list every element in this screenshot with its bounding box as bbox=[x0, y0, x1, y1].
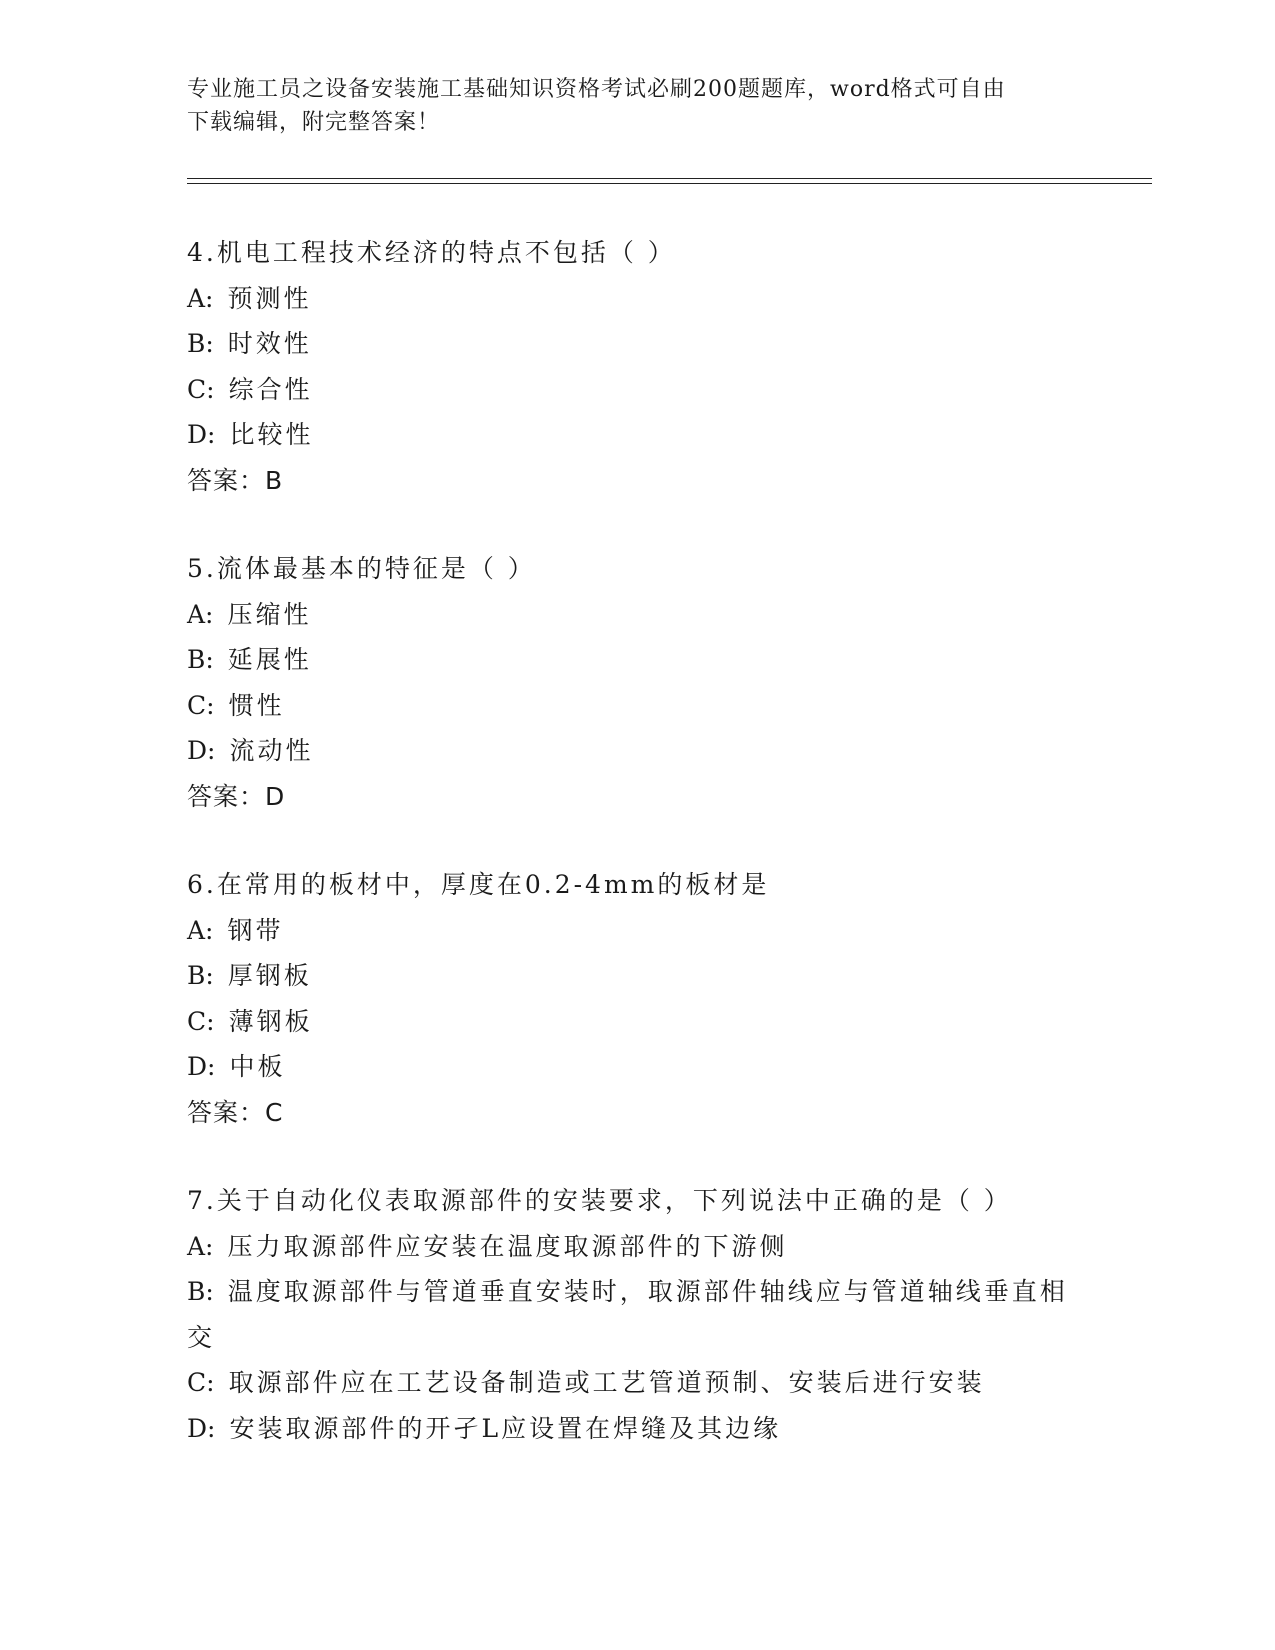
option-letter: D: bbox=[187, 1052, 216, 1081]
option-text: 压力取源部件应安装在温度取源部件的下游侧 bbox=[227, 1231, 788, 1261]
option-c bbox=[187, 683, 1087, 729]
question-list bbox=[187, 230, 1087, 1494]
option-c bbox=[187, 999, 1087, 1045]
option-text: 安装取源部件的开孑L应设置在焊缝及其边缘 bbox=[229, 1413, 782, 1443]
option-letter: A: bbox=[187, 1231, 214, 1261]
option-text: 流动性 bbox=[229, 736, 314, 765]
option-b bbox=[187, 321, 1087, 367]
header-line-1: 专业施工员之设备安装施工基础知识资格考试必刷200题题库，word格式可自由 bbox=[187, 77, 1006, 102]
option-letter: D: bbox=[187, 1413, 216, 1443]
option-text: 压缩性 bbox=[227, 599, 312, 629]
option-a bbox=[187, 1224, 1087, 1270]
option-letter: A: bbox=[187, 599, 214, 629]
option-d bbox=[187, 1406, 1087, 1452]
option-letter: C: bbox=[187, 1006, 215, 1036]
question-stem: 5.流体最基本的特征是（ ） bbox=[187, 554, 536, 583]
option-c bbox=[187, 367, 1087, 413]
option-text: 预测性 bbox=[227, 283, 312, 313]
option-text: 延展性 bbox=[227, 645, 312, 674]
option-text: 取源部件应在工艺设备制造或工艺管道预制、安装后进行安装 bbox=[228, 1368, 985, 1397]
option-text: 中板 bbox=[229, 1052, 286, 1081]
question-block bbox=[187, 546, 1087, 819]
option-b bbox=[187, 1269, 1087, 1360]
option-letter: C: bbox=[187, 690, 215, 720]
option-letter: B: bbox=[187, 961, 214, 990]
option-letter: B: bbox=[187, 329, 214, 358]
option-b bbox=[187, 953, 1087, 999]
question-stem: 7.关于自动化仪表取源部件的安装要求，下列说法中正确的是（ ） bbox=[187, 1186, 1012, 1215]
option-d bbox=[187, 1044, 1087, 1090]
option-text: 温度取源部件与管道垂直安装时，取源部件轴线应与管道轴线垂直相交 bbox=[187, 1277, 1068, 1352]
option-a bbox=[187, 592, 1087, 638]
option-d bbox=[187, 412, 1087, 458]
answer-line: 答案：C bbox=[187, 1097, 284, 1127]
option-letter: D: bbox=[187, 420, 216, 449]
header-rule-top bbox=[187, 178, 1152, 179]
option-text: 比较性 bbox=[229, 420, 314, 449]
option-letter: B: bbox=[187, 1277, 214, 1306]
option-text: 钢带 bbox=[227, 915, 284, 945]
option-text: 薄钢板 bbox=[228, 1006, 313, 1036]
question-stem: 6.在常用的板材中，厚度在0.2-4mm的板材是 bbox=[187, 870, 770, 899]
option-text: 厚钢板 bbox=[227, 961, 312, 990]
option-b bbox=[187, 637, 1087, 683]
option-text: 综合性 bbox=[228, 374, 313, 404]
option-letter: A: bbox=[187, 283, 214, 313]
option-a bbox=[187, 276, 1087, 322]
option-text: 惯性 bbox=[228, 690, 285, 720]
option-c bbox=[187, 1360, 1087, 1406]
option-letter: C: bbox=[187, 1368, 215, 1397]
question-block bbox=[187, 1178, 1087, 1451]
option-letter: B: bbox=[187, 645, 214, 674]
option-letter: C: bbox=[187, 374, 215, 404]
answer-line: 答案：D bbox=[187, 781, 286, 811]
option-letter: D: bbox=[187, 736, 216, 765]
document-header bbox=[187, 73, 1087, 139]
option-a bbox=[187, 908, 1087, 954]
question-block bbox=[187, 862, 1087, 1135]
question-stem: 4.机电工程技术经济的特点不包括（ ） bbox=[187, 238, 676, 267]
option-letter: A: bbox=[187, 915, 214, 945]
header-rule-bottom bbox=[187, 183, 1152, 184]
answer-line: 答案：B bbox=[187, 465, 284, 495]
header-line-2: 下载编辑，附完整答案！ bbox=[187, 110, 441, 135]
option-d bbox=[187, 728, 1087, 774]
option-text: 时效性 bbox=[227, 329, 312, 358]
question-block bbox=[187, 230, 1087, 503]
